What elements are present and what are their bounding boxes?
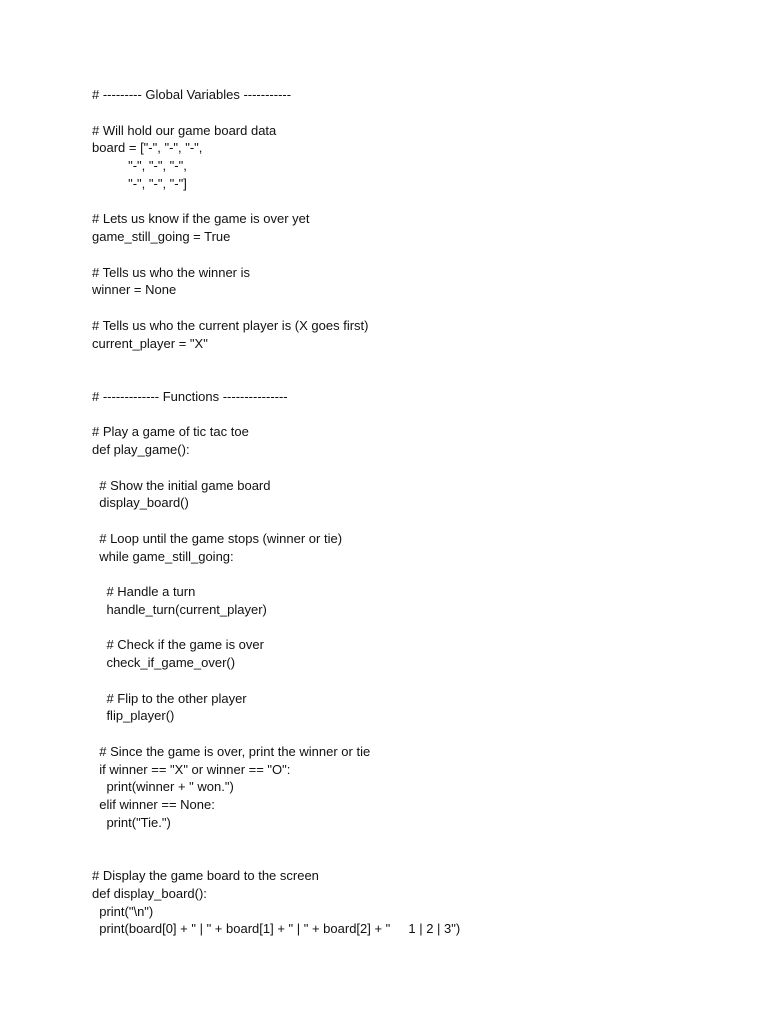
code-line: # Lets us know if the game is over yet [92, 211, 310, 227]
code-line: while game_still_going: [92, 548, 234, 564]
code-line: board = ["-", "-", "-", [92, 140, 203, 156]
code-line [92, 725, 752, 743]
code-line: flip_player() [92, 708, 175, 724]
code-line: print("\n") [92, 903, 154, 919]
code-line [92, 406, 752, 424]
code-line: # Loop until the game stops (winner or tie) [92, 530, 343, 546]
code-line: "-", "-", "-", [92, 158, 187, 173]
code-line: print("Tie.") [92, 814, 171, 830]
code-line [92, 104, 752, 122]
code-line [92, 672, 752, 690]
code-line: def display_board(): [92, 885, 207, 901]
code-listing [92, 86, 752, 938]
code-line: # Show the initial game board [92, 477, 271, 493]
code-line: handle_turn(current_player) [92, 601, 267, 617]
code-line: # --------- Global Variables ----------- [92, 87, 292, 102]
code-line [92, 193, 752, 211]
code-line: # Flip to the other player [92, 690, 247, 706]
code-line [92, 565, 752, 583]
code-line [92, 352, 752, 370]
code-line: current_player = "X" [92, 335, 208, 351]
code-line: # Handle a turn [92, 584, 196, 599]
code-line: print(board[0] + " | " + board[1] + " | " + board[2] + " 1 | 2 | 3") [92, 921, 461, 937]
code-line [92, 849, 752, 867]
code-line: # Since the game is over, print the winner or tie [92, 743, 371, 759]
code-line: # Will hold our game board data [92, 122, 277, 138]
code-line [92, 512, 752, 530]
code-line [92, 459, 752, 477]
code-line: # Play a game of tic tac toe [92, 424, 249, 440]
code-line: elif winner == None: [92, 797, 215, 812]
code-line: display_board() [92, 495, 189, 511]
code-line [92, 619, 752, 637]
code-line: game_still_going = True [92, 229, 231, 244]
code-line [92, 370, 752, 388]
code-line: winner = None [92, 282, 177, 298]
code-line: # Display the game board to the screen [92, 868, 319, 883]
code-line [92, 832, 752, 850]
code-line: def play_game(): [92, 442, 190, 457]
code-line: if winner == "X" or winner == "O": [92, 761, 291, 777]
code-line [92, 246, 752, 264]
code-line: # Tells us who the current player is (X goes first) [92, 317, 369, 333]
code-line: # Check if the game is over [92, 637, 264, 653]
code-line [92, 299, 752, 317]
code-line: print(winner + " won.") [92, 779, 234, 795]
code-line: "-", "-", "-"] [92, 175, 187, 191]
code-line: # ------------- Functions --------------- [92, 388, 288, 404]
code-line: # Tells us who the winner is [92, 264, 251, 280]
code-line: check_if_game_over() [92, 655, 236, 670]
